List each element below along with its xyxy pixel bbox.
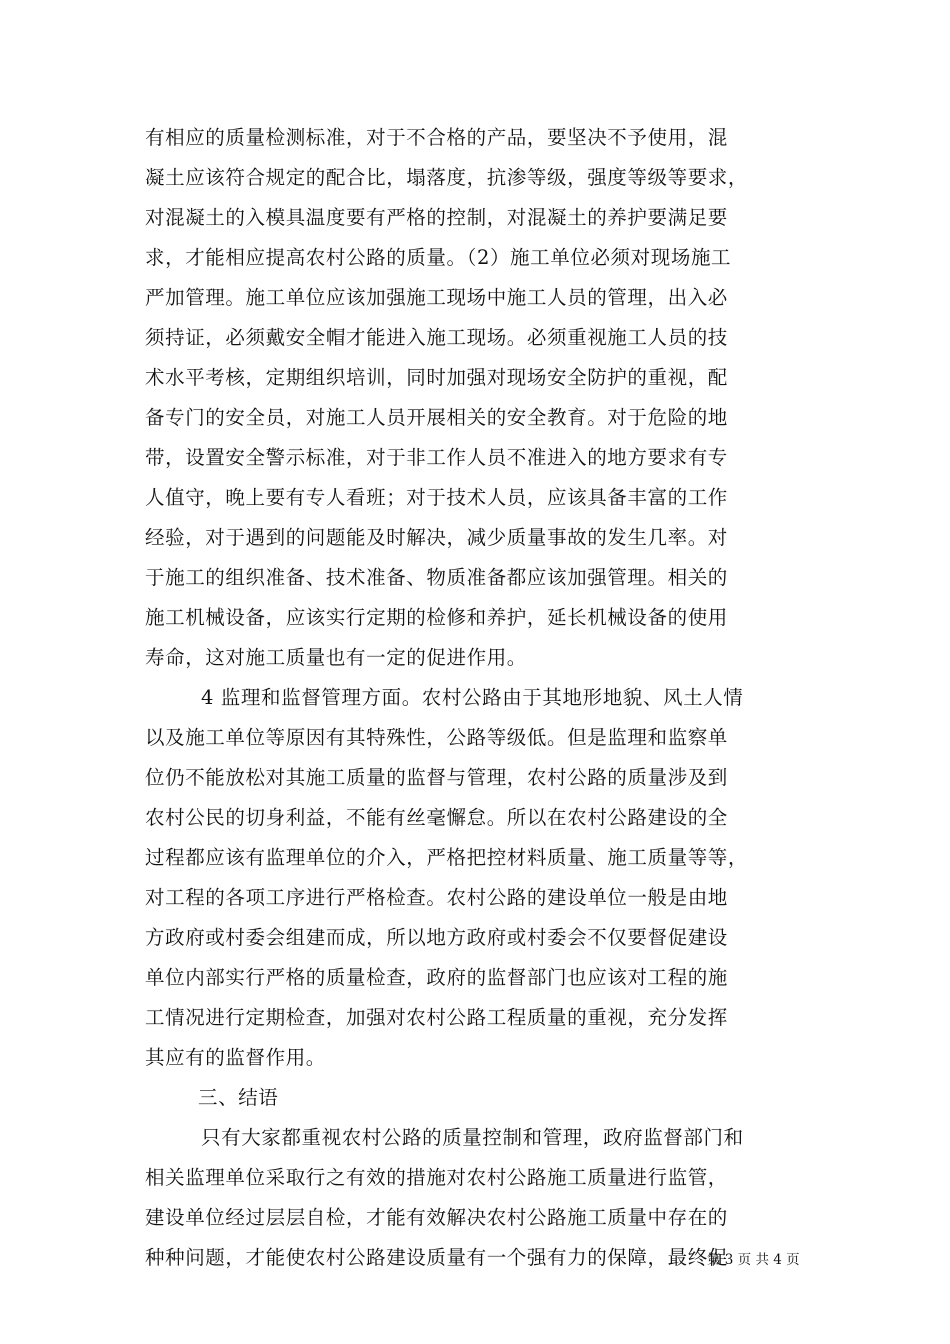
- text-line: 寿命，这对施工质量也有一定的促进作用。: [145, 646, 527, 669]
- text-line: 建设单位经过层层自检，才能有效解决农村公路施工质量中存在的: [145, 1206, 728, 1229]
- text-line: 须持证，必须戴安全帽才能进入施工现场。必须重视施工人员的技: [145, 326, 728, 349]
- text-line: 种种问题，才能使农村公路建设质量有一个强有力的保障，最终促: [145, 1246, 728, 1269]
- text-line: 凝土应该符合规定的配合比，塌落度，抗渗等级，强度等级等要求，: [145, 166, 749, 189]
- section-heading: 三、结语: [198, 1086, 279, 1109]
- page-number-footer: 第 3 页 共 4 页: [707, 1252, 800, 1268]
- body-text: [145, 118, 825, 1278]
- text-line: 人值守，晚上要有专人看班；对于技术人员，应该具备丰富的工作: [145, 486, 728, 509]
- text-line: 位仍不能放松对其施工质量的监督与管理，农村公路的质量涉及到: [145, 766, 728, 789]
- text-line: 带，设置安全警示标准，对于非工作人员不准进入的地方要求有专: [145, 446, 728, 469]
- text-line: 施工机械设备，应该实行定期的检修和养护，延长机械设备的使用: [145, 606, 728, 629]
- text-line: 对工程的各项工序进行严格检查。农村公路的建设单位一般是由地: [145, 886, 728, 909]
- text-line: 相关监理单位采取行之有效的措施对农村公路施工质量进行监管，: [145, 1166, 728, 1189]
- text-line: 于施工的组织准备、技术准备、物质准备都应该加强管理。相关的: [145, 566, 728, 589]
- text-line: 求，才能相应提高农村公路的质量。（2）施工单位必须对现场施工: [145, 246, 732, 269]
- text-line: 严加管理。施工单位应该加强施工现场中施工人员的管理，出入必: [145, 286, 728, 309]
- text-line: 术水平考核，定期组织培训，同时加强对现场安全防护的重视，配: [145, 366, 728, 389]
- text-line: 单位内部实行严格的质量检查，政府的监督部门也应该对工程的施: [145, 966, 728, 989]
- text-line: 方政府或村委会组建而成，所以地方政府或村委会不仅要督促建设: [145, 926, 728, 949]
- text-line: 经验，对于遇到的问题能及时解决，减少质量事故的发生几率。对: [145, 526, 728, 549]
- paragraph-start-line: 只有大家都重视农村公路的质量控制和管理，政府监督部门和: [201, 1126, 744, 1149]
- text-line: 农村公民的切身利益，不能有丝毫懈怠。所以在农村公路建设的全: [145, 806, 728, 829]
- text-line: 过程都应该有监理单位的介入，严格把控材料质量、施工质量等等，: [145, 846, 749, 869]
- text-line: 其应有的监督作用。: [145, 1046, 326, 1069]
- text-line: 以及施工单位等原因有其特殊性，公路等级低。但是监理和监察单: [145, 726, 728, 749]
- paragraph-start-line: 4 监理和监督管理方面。农村公路由于其地形地貌、风土人情: [201, 686, 744, 709]
- text-line: 工情况进行定期检查，加强对农村公路工程质量的重视，充分发挥: [145, 1006, 728, 1029]
- text-line: 备专门的安全员，对施工人员开展相关的安全教育。对于危险的地: [145, 406, 728, 429]
- text-line: 有相应的质量检测标准，对于不合格的产品，要坚决不予使用，混: [145, 126, 728, 149]
- text-line: 对混凝土的入模具温度要有严格的控制，对混凝土的养护要满足要: [145, 206, 728, 229]
